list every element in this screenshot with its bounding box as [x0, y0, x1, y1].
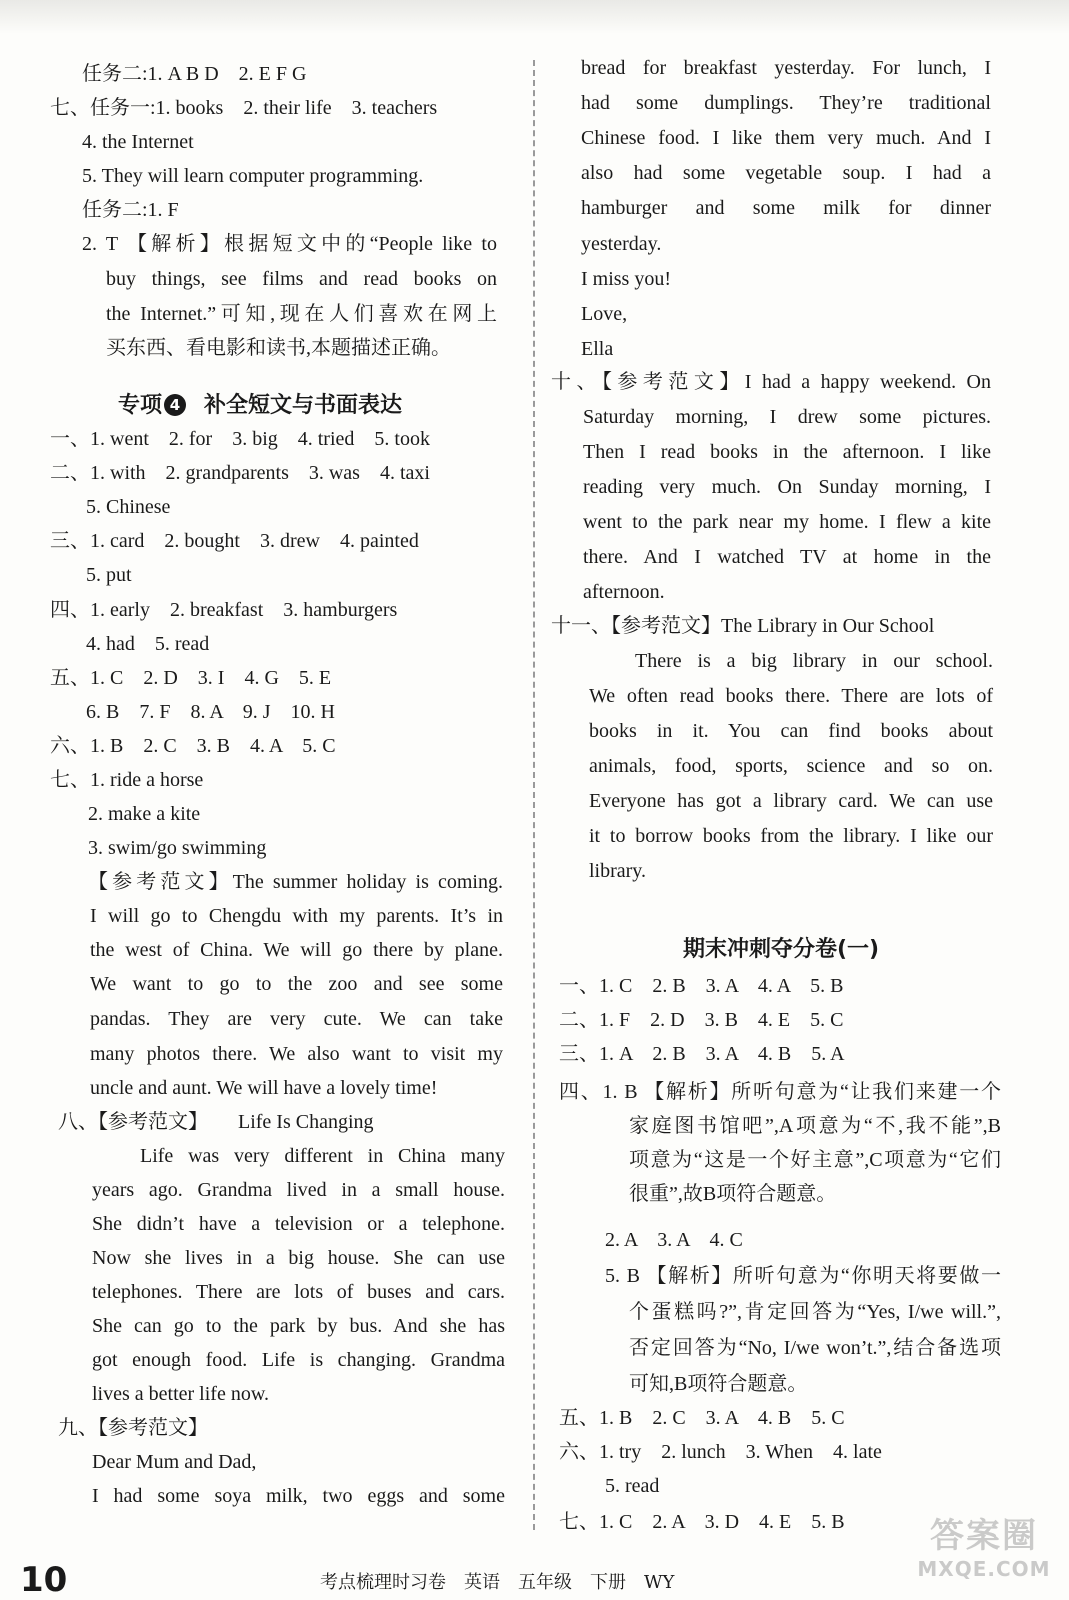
answer-line: 七、1. C 2. A 3. D 4. E 5. B: [559, 1511, 845, 1533]
answer-line: 任务二:1. F: [82, 199, 179, 221]
answer-line: 6. B 7. F 8. A 9. J 10. H: [86, 701, 335, 723]
answer-line: Saturday morning, I drew some pictures.: [583, 406, 991, 428]
answer-line: 四、1. early 2. breakfast 3. hamburgers: [50, 599, 398, 621]
answer-line: hamburger and some milk for dinner: [581, 197, 991, 219]
answer-line: 买东西、看电影和读书,本题描述正确。: [106, 337, 451, 359]
watermark-text: 答案圈: [930, 1516, 1038, 1556]
answer-line: Now she lives in a big house. She can use: [92, 1247, 505, 1269]
answer-line: She didn’t have a television or a telephone.: [92, 1213, 505, 1235]
answer-line: 八、【参考范文】 Life Is Changing: [58, 1111, 374, 1133]
exam-title: 期末冲刺夺分卷(一): [683, 937, 880, 962]
answer-line: buy things, see films and read books on: [106, 268, 497, 290]
page-number: 10: [20, 1560, 68, 1600]
answer-line: She can go to the park by bus. And she has: [92, 1315, 505, 1337]
answer-line: Love,: [581, 303, 628, 325]
section-label: 专项: [118, 393, 163, 418]
answer-line: 六、1. B 2. C 3. B 4. A 5. C: [50, 735, 336, 757]
answer-line: I miss you!: [581, 268, 671, 290]
page-top-band: [0, 0, 1069, 34]
answer-line: 3. swim/go swimming: [88, 837, 267, 859]
answer-line: 七、1. ride a horse: [50, 769, 204, 791]
footer-book: 考点梳理时习卷: [320, 1572, 446, 1593]
answer-line: had some dumplings. They’re traditional: [581, 92, 991, 114]
answer-line: I will go to Chengdu with my parents. It’s in: [90, 905, 503, 927]
answer-line: library.: [589, 860, 647, 882]
answer-line: 5. B 【解析】所听句意为“你明天将要做一: [605, 1265, 1001, 1287]
answer-line: many photos there. We also want to visit my: [90, 1043, 503, 1065]
answer-line: Life was very different in China many: [140, 1145, 505, 1167]
footer-edition: WY: [644, 1572, 675, 1593]
answer-line: 五、1. C 2. D 3. I 4. G 5. E: [50, 667, 332, 689]
watermark-domain: MXQE.COM: [917, 1557, 1051, 1581]
answer-line: 任务二:1. A B D 2. E F G: [82, 63, 307, 85]
answer-line: Ella: [581, 338, 614, 360]
answer-line: 可知,B项符合题意。: [629, 1373, 808, 1395]
answer-line: bread for breakfast yesterday. For lunch, I: [581, 57, 991, 79]
answer-line: 十、【参考范文】I had a happy weekend. On: [551, 371, 991, 393]
answer-line: There is a big library in our school.: [635, 650, 993, 672]
answer-line: I had some soya milk, two eggs and some: [92, 1485, 505, 1507]
answer-line: 十一、【参考范文】The Library in Our School: [551, 615, 935, 637]
answer-line: 一、1. C 2. B 3. A 4. A 5. B: [559, 975, 844, 997]
footer-grade: 五年级: [518, 1572, 572, 1593]
answer-line: 项意为“这是一个好主意”,C项意为“它们: [629, 1149, 1001, 1171]
answer-line: Dear Mum and Dad,: [92, 1451, 257, 1473]
answer-line: 五、1. B 2. C 3. A 4. B 5. C: [559, 1407, 845, 1429]
answer-line: 【参考范文】The summer holiday is coming.: [88, 871, 503, 893]
answer-line: 一、1. went 2. for 3. big 4. tried 5. took: [50, 428, 430, 450]
answer-line: 2. T 【解析】根据短文中的“People like to: [82, 233, 497, 255]
answer-line: 六、1. try 2. lunch 3. When 4. late: [559, 1441, 882, 1463]
answer-line: 否定回答为“No, I/we won’t.”,结合备选项: [629, 1337, 1001, 1359]
answer-line: 4. the Internet: [82, 131, 194, 153]
answer-line: 三、1. A 2. B 3. A 4. B 5. A: [559, 1043, 845, 1065]
answer-line: yesterday.: [581, 233, 662, 255]
answer-line: 四、1. B 【解析】所听句意为“让我们来建一个: [559, 1081, 1001, 1103]
answer-line: 5. They will learn computer programming.: [82, 165, 424, 187]
answer-line: years ago. Grandma lived in a small house.: [92, 1179, 505, 1201]
answer-line: pandas. They are very cute. We can take: [90, 1008, 503, 1030]
answer-line: We want to go to the zoo and see some: [90, 973, 503, 995]
footer-title: [320, 1568, 692, 1594]
answer-line: books in it. You can find books about: [589, 720, 993, 742]
answer-line: 5. put: [86, 564, 132, 586]
page-footer: [0, 1560, 1069, 1600]
answer-line: 很重”,故B项符合题意。: [629, 1183, 837, 1205]
answer-line: 三、1. card 2. bought 3. drew 4. painted: [50, 530, 419, 552]
answer-line: 4. had 5. read: [86, 633, 210, 655]
answer-line: 个蛋糕吗?”,肯定回答为“Yes, I/we will.”,: [629, 1301, 1001, 1323]
answer-line: also had some vegetable soup. I had a: [581, 162, 991, 184]
answer-line: Chinese food. I like them very much. And I: [581, 127, 991, 149]
answer-line: 5. read: [605, 1475, 660, 1497]
answer-line: telephones. There are lots of buses and cars.: [92, 1281, 505, 1303]
answer-line: uncle and aunt. We will have a lovely time!: [90, 1077, 438, 1099]
answer-line: Everyone has got a library card. We can use: [589, 790, 993, 812]
answer-line: 九、【参考范文】: [58, 1417, 208, 1439]
answer-line: reading very much. On Sunday morning, I: [583, 476, 991, 498]
answer-line: 5. Chinese: [86, 496, 171, 518]
answer-line: there. And I watched TV at home in the: [583, 546, 991, 568]
section-heading: [118, 388, 402, 419]
answer-line: it to borrow books from the library. I like our: [589, 825, 993, 847]
answer-line: We often read books there. There are lots of: [589, 685, 993, 707]
answer-line: animals, food, sports, science and so on.: [589, 755, 993, 777]
section-title: 补全短文与书面表达: [204, 393, 403, 418]
footer-subject: 英语: [464, 1572, 500, 1593]
answer-line: the west of China. We will go there by plane.: [90, 939, 503, 961]
answer-line: 二、1. with 2. grandparents 3. was 4. taxi: [50, 462, 430, 484]
answer-line: the Internet.”可知,现在人们喜欢在网上: [106, 303, 497, 325]
answer-line: 家庭图书馆吧”,A项意为“不,我不能”,B: [629, 1115, 1001, 1137]
footer-term: 下册: [590, 1572, 626, 1593]
answer-line: Then I read books in the afternoon. I like: [583, 441, 991, 463]
answer-line: 七、任务一:1. books 2. their life 3. teachers: [50, 97, 438, 119]
column-divider: [533, 60, 535, 1530]
answer-line: afternoon.: [583, 581, 665, 603]
answer-line: got enough food. Life is changing. Grandma: [92, 1349, 505, 1371]
answer-line: 2. make a kite: [88, 803, 201, 825]
answer-line: lives a better life now.: [92, 1383, 269, 1405]
answer-line: 2. A 3. A 4. C: [605, 1229, 743, 1251]
answer-line: 二、1. F 2. D 3. B 4. E 5. C: [559, 1009, 844, 1031]
answer-line: went to the park near my home. I flew a kite: [583, 511, 991, 533]
section-number-badge: 4: [164, 394, 186, 416]
